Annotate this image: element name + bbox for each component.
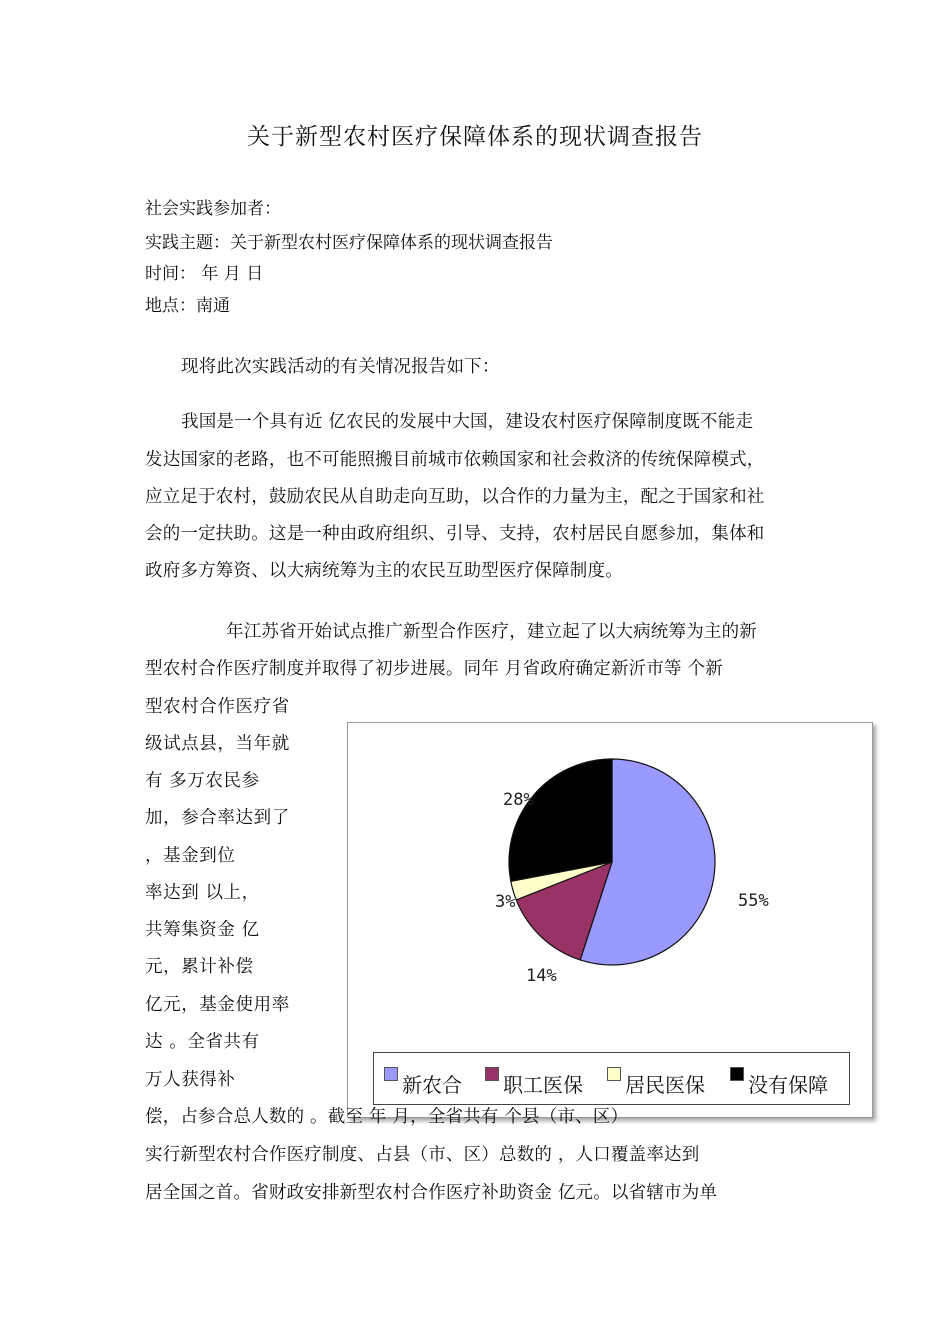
pie-slice-label: 55% [738, 891, 769, 911]
side-line: ，基金到位 [145, 846, 236, 866]
meta-topic: 实践主题：关于新型农村医疗保障体系的现状调查报告 [145, 233, 553, 253]
legend-swatch [485, 1067, 499, 1081]
pie-slice-label: 3% [495, 892, 516, 912]
pie-slice-label: 28% [503, 790, 534, 810]
side-line: 亿元，基金使用率 [145, 995, 290, 1015]
side-line: 级试点县，当年就 [145, 734, 290, 754]
para2-line: 年江苏省开始试点推广新型合作医疗，建立起了以大病统筹为主的新 [226, 622, 757, 642]
legend-label: 居民医保 [625, 1073, 705, 1097]
pie-chart-figure [347, 722, 873, 1118]
legend-label: 新农合 [402, 1073, 462, 1097]
pie-slice-label: 14% [526, 966, 557, 986]
side-line: 型农村合作医疗省 [145, 697, 290, 717]
side-line: 达 。全省共有 [145, 1032, 260, 1052]
meta-place: 地点：南通 [145, 296, 230, 316]
legend-swatch [384, 1067, 398, 1081]
pie-slice-4 [509, 759, 612, 881]
tail-line: 偿，占参合总人数的 。截至 年 月，全省共有 个县（市、区） [145, 1107, 629, 1127]
para1-line: 我国是一个具有近 亿农民的发展中大国，建设农村医疗保障制度既不能走 [181, 412, 754, 432]
chart-legend [373, 1052, 850, 1105]
side-line: 有 多万农民参 [145, 771, 260, 791]
side-line: 万人获得补 [145, 1070, 236, 1090]
para1-line: 政府多方筹资、以大病统筹为主的农民互助型医疗保障制度。 [145, 561, 623, 581]
side-line: 率达到 以上， [145, 883, 260, 903]
meta-time: 时间： 年 月 日 [145, 264, 264, 284]
legend-label: 没有保障 [748, 1073, 828, 1097]
para1-line: 发达国家的老路，也不可能照搬目前城市依赖国家和社会救济的传统保障模式， [145, 450, 765, 470]
side-line: 加，参合率达到了 [145, 808, 290, 828]
legend-label: 职工医保 [503, 1073, 583, 1097]
para2-line: 型农村合作医疗制度并取得了初步进展。同年 月省政府确定新沂市等 个新 [145, 659, 723, 679]
legend-swatch [607, 1067, 621, 1081]
meta-participants: 社会实践参加者： [145, 199, 281, 219]
side-line: 共筹集资金 亿 [145, 920, 260, 940]
para1-line: 应立足于农村，鼓励农民从自助走向互助，以合作的力量为主，配之于国家和社 [145, 487, 765, 507]
intro-line: 现将此次实践活动的有关情况报告如下： [181, 357, 500, 377]
legend-swatch [730, 1067, 744, 1081]
tail-line: 实行新型农村合作医疗制度、占县（市、区）总数的 ，人口覆盖率达到 [145, 1145, 700, 1165]
side-line: 元，累计补偿 [145, 957, 254, 977]
tail-line: 居全国之首。省财政安排新型农村合作医疗补助资金 亿元。以省辖市为单 [145, 1183, 718, 1203]
document-title: 关于新型农村医疗保障体系的现状调查报告 [247, 124, 703, 150]
para1-line: 会的一定扶助。这是一种由政府组织、引导、支持，农村居民自愿参加，集体和 [145, 524, 765, 544]
